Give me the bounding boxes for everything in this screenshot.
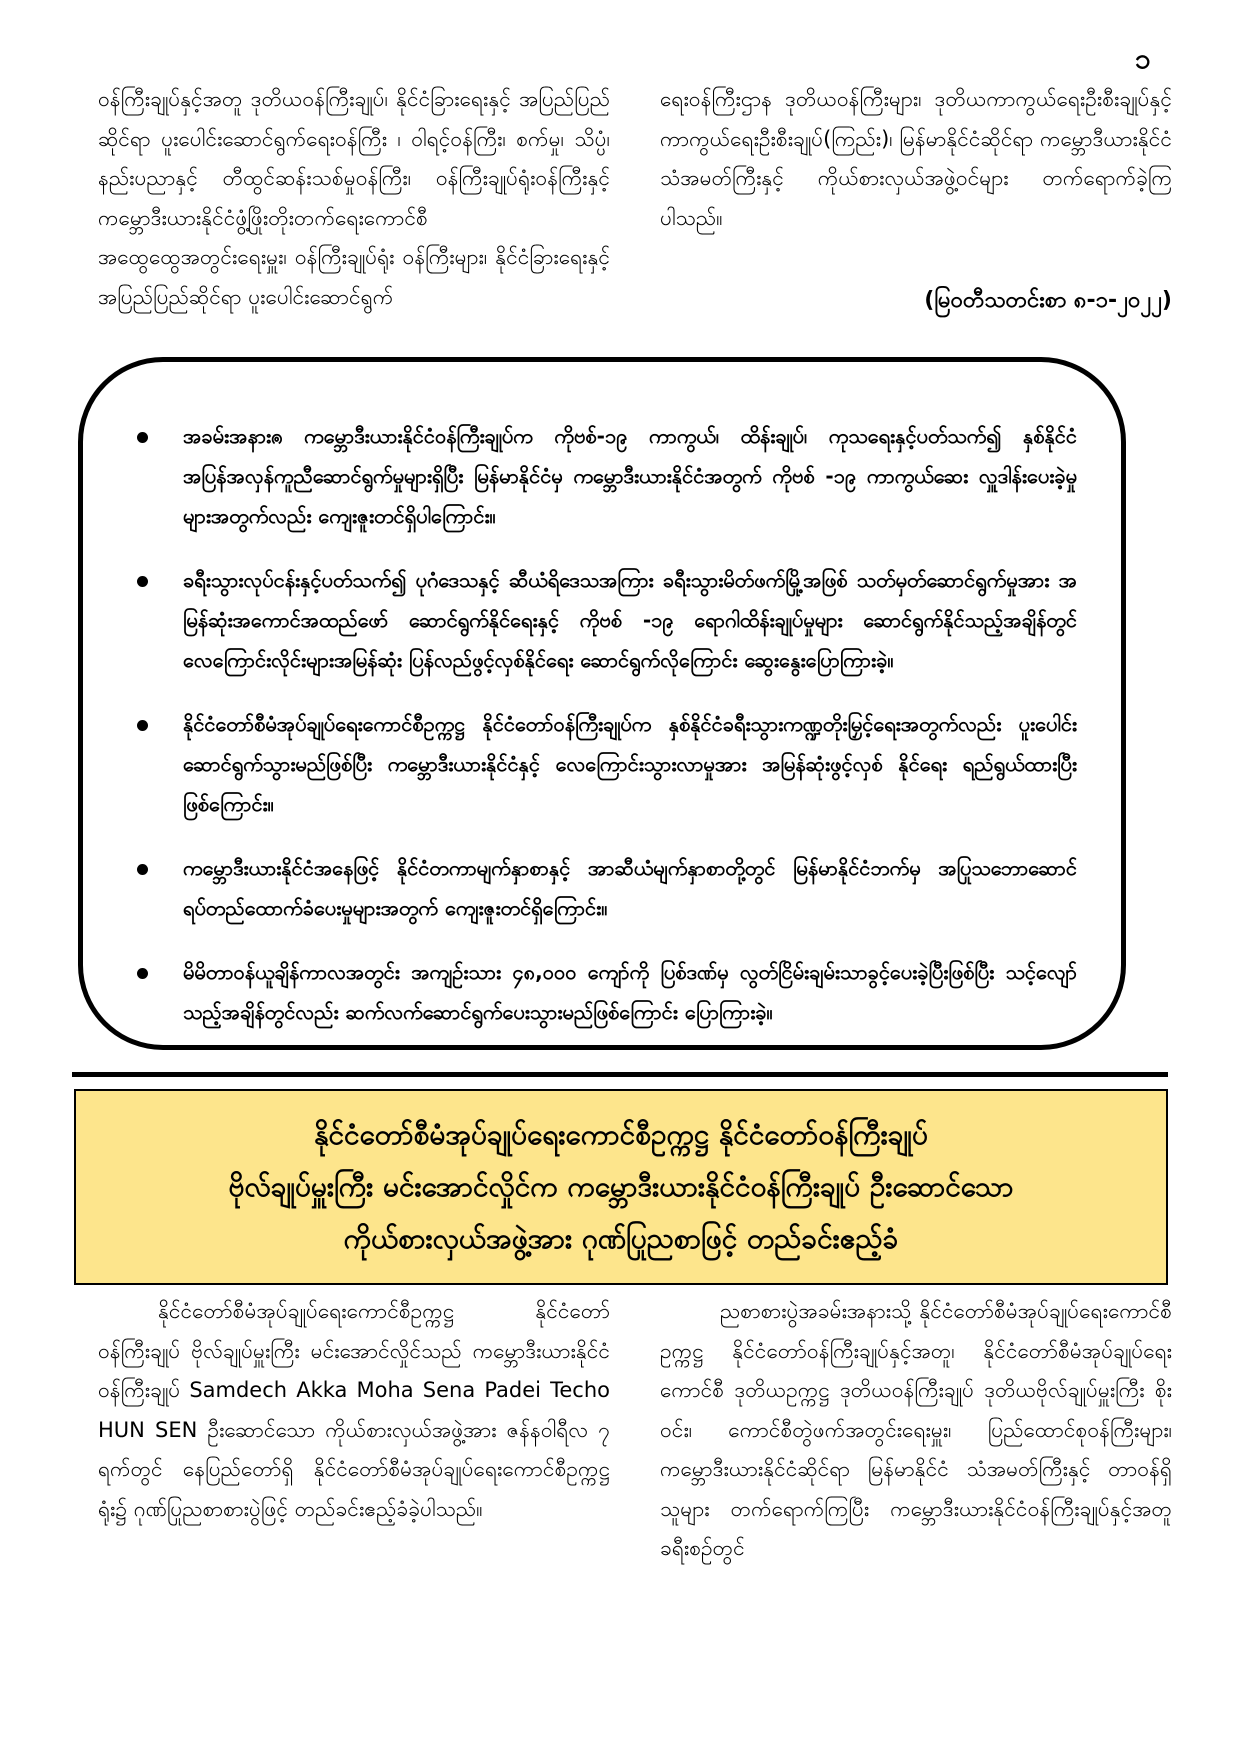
bottom-article-left-text: နိုင်ငံတော်စီမံအုပ်ချုပ်ရေးကောင်စီဥက္ကဋ္ဌ နိုင်ငံတော်ဝန်ကြီးချုပ် ဗိုလ်ချုပ်မှူးကြီး မင်းအောင်လှိုင်သည် ကမ္ဘောဒီးယားနိုင်ငံဝန်ကြီးချုပ် Samdech Akka Moha Sena Padei Techo HUN SEN ဦးဆောင်သော ကိုယ်စားလှယ်အဖွဲ့အား ဇန်နဝါရီလ ၇ ရက်တွင် နေပြည်တော်ရှိ နိုင်ငံတော်စီမံအုပ်ချုပ်ရေးကောင်စီဥက္ကဋ္ဌရုံး၌ ဂုဏ်ပြုညစာစားပွဲဖြင့် တည်ခင်းဧည့်ခံခဲ့ပါသည်။ (98, 1299, 610, 1521)
page-number: ၁ (1135, 42, 1151, 75)
top-article-left-column (98, 80, 610, 320)
highlights-box (78, 357, 1126, 1050)
bullet-icon (137, 864, 148, 875)
bullet-icon (137, 720, 148, 731)
highlight-text: မိမိတာဝန်ယူချိန်ကာလအတွင်း အကျဉ်းသား ၄၈,၀၀၀ ကျော်ကို ပြစ်ဒဏ်မှ လွတ်ငြိမ်းချမ်းသာခွင့်ပေးခဲ့ပြီးဖြစ်ပြီး သင့်လျော်သည့်အချိန်တွင်လည်း ဆက်လက်ဆောင်ရွက်ပေးသွားမည်ဖြစ်ကြောင်း ပြောကြားခဲ့။ (183, 960, 1077, 1024)
top-article-right-text: ရေးဝန်ကြီးဌာန ဒုတိယဝန်ကြီးများ၊ ဒုတိယကာကွယ်ရေးဦးစီးချုပ်နှင့် ကာကွယ်ရေးဦးစီးချုပ်(ကြည်း)၊ မြန်မာနိုင်ငံဆိုင်ရာ ကမ္ဘောဒီယားနိုင်ငံ သံအမတ်ကြီးနှင့် ကိုယ်စားလှယ်အဖွဲ့ဝင်များ တက်ရောက်ခဲ့ကြပါသည်။ (660, 87, 1172, 230)
bottom-article-right-column (660, 1292, 1172, 1592)
highlight-text: အခမ်းအနားၐ ကမ္ဘောဒီးယားနိုင်ငံဝန်ကြီးချုပ်က ကိုဗစ်-၁၉ ကာကွယ်၊ ထိန်းချုပ်၊ ကုသရေးနှင့်ပတ်သက်၍ နှစ်နိုင်ငံအပြန်အလှန်ကူညီဆောင်ရွက်မှုများရှိပြီး မြန်မာနိုင်ငံမှ ကမ္ဘောဒီးယားနိုင်ငံအတွက် ကိုဗစ် -၁၉ ကာကွယ်ဆေး လှူဒါန်းပေးခဲ့မှုများအတွက်လည်း ကျေးဇူးတင်ရှိပါကြောင်း။ (183, 424, 1077, 528)
headline-box (74, 1089, 1168, 1285)
highlight-item (127, 704, 1077, 824)
bullet-icon (137, 968, 148, 979)
top-article-left-text: ဝန်ကြီးချုပ်နှင့်အတူ ဒုတိယဝန်ကြီးချုပ်၊ နိုင်ငံခြားရေးနှင့် အပြည်ပြည်ဆိုင်ရာ ပူးပေါင်းဆောင်ရွက်ရေးဝန်ကြီး ၊ ဝါရင့်ဝန်ကြီး၊ စက်မှု၊ သိပ္ပံ၊ နည်းပညာနှင့် တီထွင်ဆန်းသစ်မှုဝန်ကြီး၊ ဝန်ကြီးချုပ်ရုံးဝန်ကြီးနှင့် ကမ္ဘောဒီးယားနိုင်ငံဖွံ့ဖြိုးတိုးတက်ရေးကောင်စီ အထွေထွေအတွင်းရေးမှူး၊ ဝန်ကြီးချုပ်ရုံး ဝန်ကြီးများ၊ နိုင်ငံခြားရေးနှင့် အပြည်ပြည်ဆိုင်ရာ ပူးပေါင်းဆောင်ရွက် (98, 87, 610, 309)
top-article-right-column (660, 80, 1172, 240)
headline-line-3: ကိုယ်စားလှယ်အဖွဲ့အား ဂုဏ်ပြုညစာဖြင့် တည်ခင်းဧည့်ခံ (343, 1222, 899, 1255)
bullet-icon (137, 576, 148, 587)
bottom-article-left-column (98, 1292, 610, 1592)
highlight-text: ခရီးသွားလုပ်ငန်းနှင့်ပတ်သက်၍ ပုဂံဒေသနှင့် ဆီယံရိဒေသအကြား ခရီးသွားမိတ်ဖက်မြို့အဖြစ် သတ်မှတ်ဆောင်ရွက်မှုအား အမြန်ဆုံးအကောင်အထည်ဖော် ဆောင်ရွက်နိုင်ရေးနှင့် ကိုဗစ် -၁၉ ရောဂါထိန်းချုပ်မှုများ ဆောင်ရွက်နိုင်သည့်အချိန်တွင် လေကြောင်းလိုင်းများအမြန်ဆုံး ပြန်လည်ဖွင့်လှစ်နိုင်ရေး ဆောင်ရွက်လိုကြောင်း ဆွေးနွေးပြောကြားခဲ့။ (183, 568, 1077, 672)
highlight-text: ကမ္ဘောဒီးယားနိုင်ငံအနေဖြင့် နိုင်ငံတကာမျက်နှာစာနှင့် အာဆီယံမျက်နှာစာတို့တွင် မြန်မာနိုင်ငံဘက်မှ အပြုသဘောဆောင်ရပ်တည်ထောက်ခံပေးမှုများအတွက် ကျေးဇူးတင်ရှိကြောင်း။ (183, 856, 1077, 920)
highlight-item (127, 952, 1077, 1032)
highlight-item (127, 560, 1077, 680)
bullet-icon (137, 432, 148, 443)
article-source: (မြဝတီသတင်းစာ ၈-၁-၂၀၂၂) (924, 288, 1172, 313)
headline-line-1: နိုင်ငံတော်စီမံအုပ်ချုပ်ရေးကောင်စီဥက္ကဋ္ဌ နိုင်ငံတော်ဝန်ကြီးချုပ် (314, 1118, 928, 1151)
bottom-article-right-text: ညစာစားပွဲအခမ်းအနားသို့ နိုင်ငံတော်စီမံအုပ်ချုပ်ရေးကောင်စီဥက္ကဋ္ဌ နိုင်ငံတော်ဝန်ကြီးချုပ်နှင့်အတူ၊ နိုင်ငံတော်စီမံအုပ်ချုပ်ရေးကောင်စီ ဒုတိယဥက္ကဋ္ဌ ဒုတိယဝန်ကြီးချုပ် ဒုတိယဗိုလ်ချုပ်မှူးကြီး စိုးဝင်း၊ ကောင်စီတွဲဖက်အတွင်းရေးမှူး၊ ပြည်ထောင်စုဝန်ကြီးများ၊ ကမ္ဘောဒီးယားနိုင်ငံဆိုင်ရာ မြန်မာနိုင်ငံ သံအမတ်ကြီးနှင့် တာဝန်ရှိသူများ တက်ရောက်ကြပြီး ကမ္ဘောဒီးယားနိုင်ငံဝန်ကြီးချုပ်နှင့်အတူ ခရီးစဉ်တွင် (660, 1299, 1172, 1560)
highlight-item (127, 416, 1077, 536)
highlight-text: နိုင်ငံတော်စီမံအုပ်ချုပ်ရေးကောင်စီဥက္ကဋ္ဌ နိုင်ငံတော်ဝန်ကြီးချုပ်က နှစ်နိုင်ငံခရီးသွားကဏ္ဍတိုးမြှင့်ရေးအတွက်လည်း ပူးပေါင်းဆောင်ရွက်သွားမည်ဖြစ်ပြီး ကမ္ဘောဒီးယားနိုင်ငံနှင့် လေကြောင်းသွားလာမှုအား အမြန်ဆုံးဖွင့်လှစ် နိုင်ရေး ရည်ရွယ်ထားပြီးဖြစ်ကြောင်း။ (183, 712, 1077, 816)
headline-line-2: ဗိုလ်ချုပ်မှူးကြီး မင်းအောင်လှိုင်က ကမ္ဘောဒီးယားနိုင်ငံဝန်ကြီးချုပ် ဦးဆောင်သော (228, 1170, 1014, 1203)
highlight-item (127, 848, 1077, 928)
section-divider (72, 1072, 1168, 1077)
